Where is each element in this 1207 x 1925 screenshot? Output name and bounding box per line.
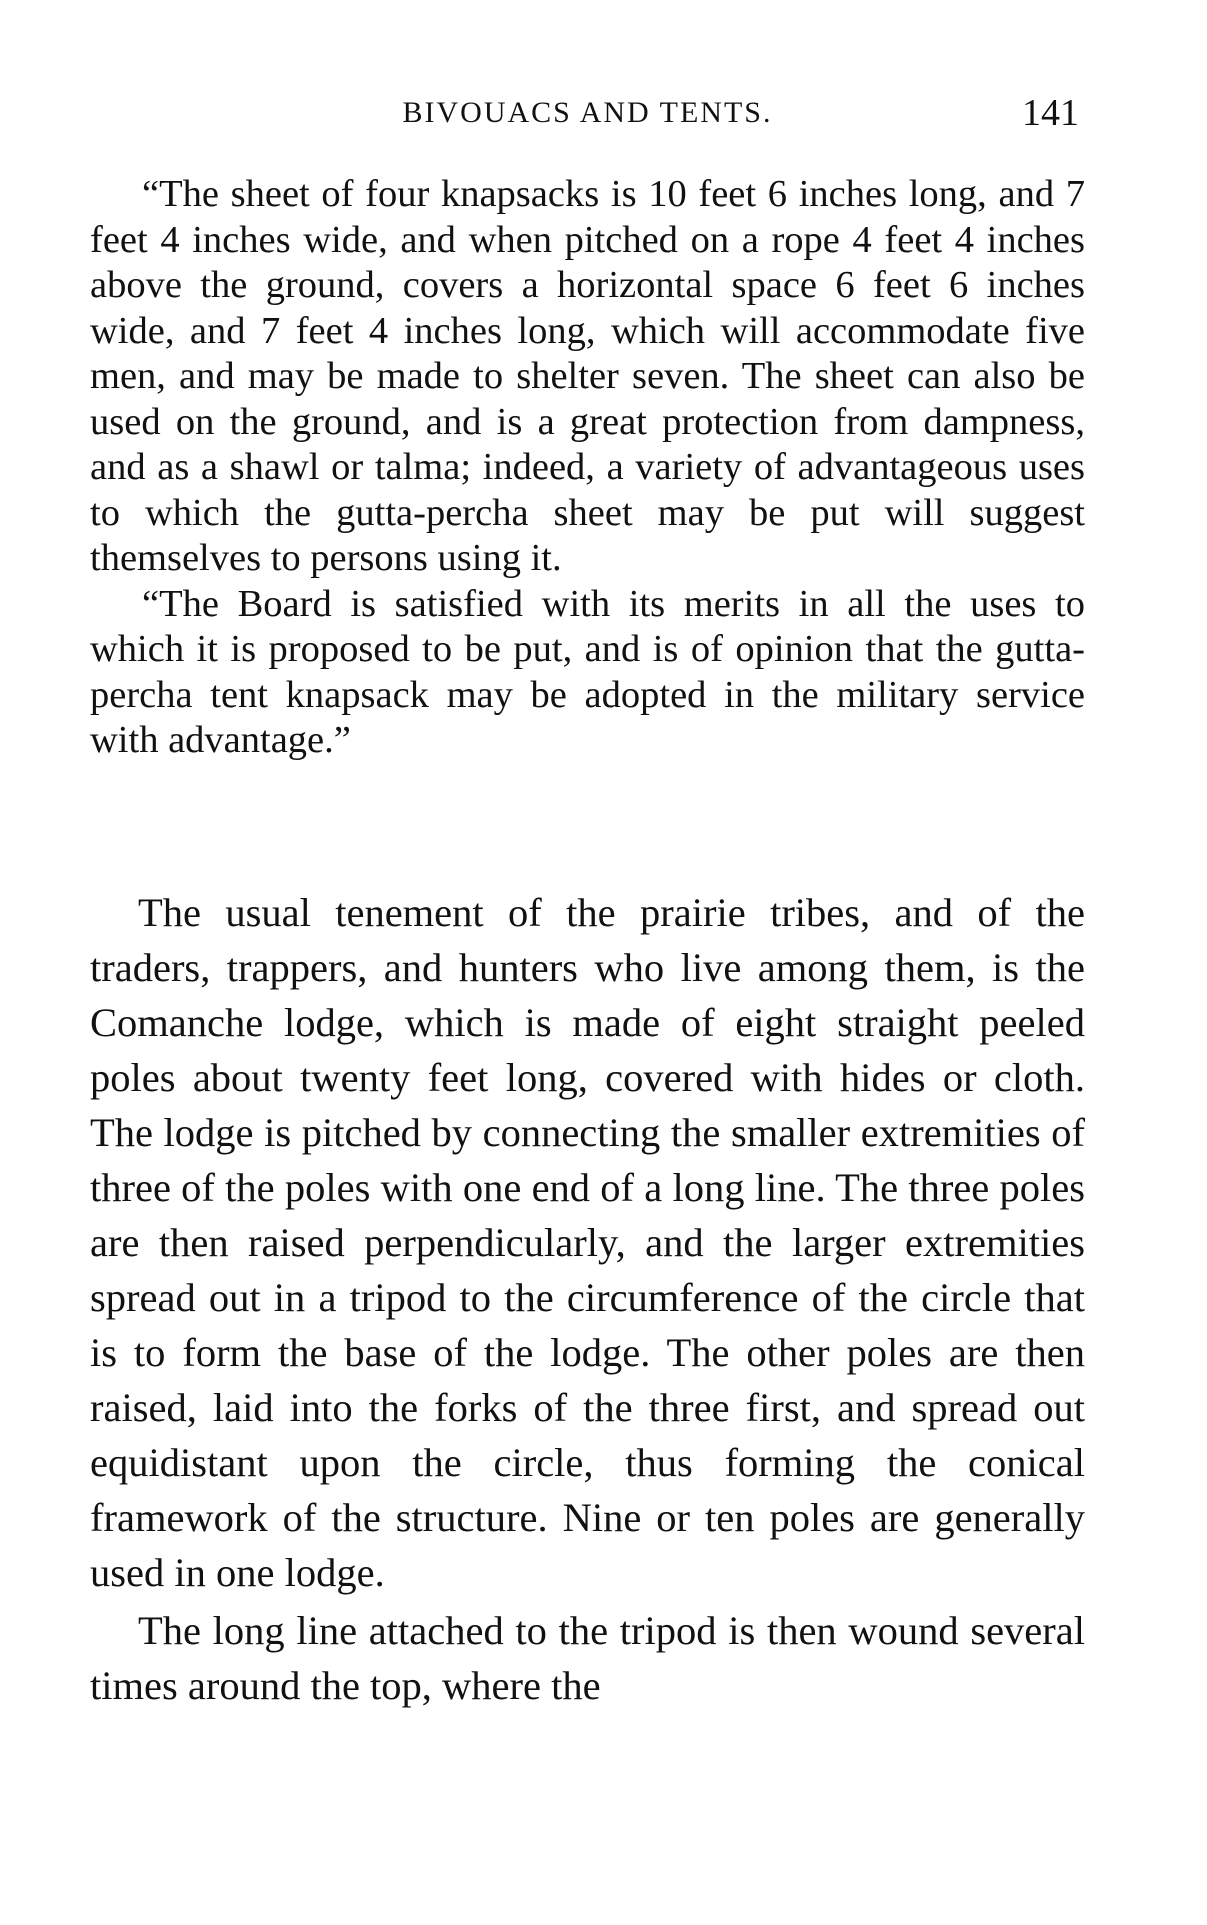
body-paragraph: The usual tenement of the prairie tribes, and of the traders, trappers, and hunters who live among them, is the Comanche lodge, which is made of eight straight peeled poles about twenty feet long, covered with hides or cloth. The lodge is pitched by connecting the smaller extremities of three of the poles with one end of a long line. The three poles are then raised perpendicularly, and the larger extremities spread out in a tripod to the circumference of the circle that is to form the base of the lodge. The other poles are then raised, laid into the forks of the three first, and spread out equidistant upon the circle, thus forming the conical framework of the structure. Nine or ten poles are generally used in one lodge.	[90, 890, 1085, 1595]
quote-paragraph: “The sheet of four knapsacks is 10 feet 6 inches long, and 7 feet 4 inches wide, and when pitched on a rope 4 feet 4 inches above the ground, covers a horizontal space 6 feet 6 inches wide, and 7 feet 4 inches long, which will accommodate five men, and may be made to shelter seven. The sheet can also be used on the ground, and is a great protection from dampness, and as a shawl or talma; indeed, a variety of advantageous uses to which the gutta-percha sheet may be put will suggest themselves to persons using it.	[90, 173, 1085, 579]
quote-paragraph: “The Board is satisfied with its merits in all the uses to which it is proposed to be put, and is of opinion that the gutta-percha tent knapsack may be adopted in the military service with advantage.”	[90, 582, 1085, 761]
page-number: 141	[1022, 92, 1079, 134]
book-page	[90, 0, 1085, 1925]
quoted-report	[90, 172, 1085, 764]
main-text	[90, 885, 1085, 1716]
body-paragraph: The long line attached to the tripod is then wound several times around the top, where the	[90, 1608, 1085, 1708]
running-title: BIVOUACS AND TENTS.	[402, 96, 773, 129]
running-head	[90, 88, 1085, 138]
